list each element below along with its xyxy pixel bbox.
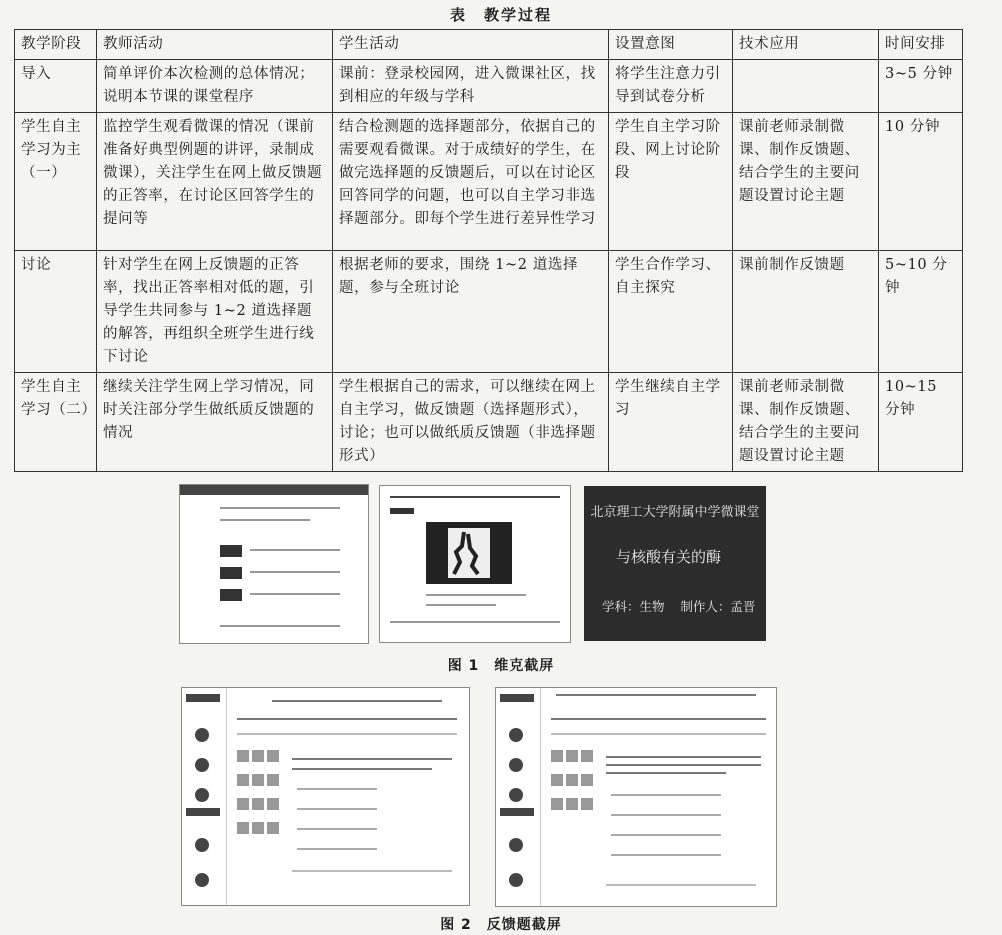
header-cell: 时间安排: [879, 30, 963, 60]
slide-title: 北京理工大学附属中学微课堂: [590, 505, 760, 520]
intent-cell: 学生合作学习、自主探究: [609, 251, 733, 373]
stage-cell: 讨论: [15, 251, 97, 373]
student-avatar: [581, 774, 593, 786]
option-line: [297, 848, 377, 850]
option-line: [297, 828, 377, 830]
weike-screenshot-player: [379, 485, 571, 643]
breadcrumb-line: [237, 733, 457, 735]
time-cell: 3~5 分钟: [879, 60, 963, 113]
result-line: [606, 884, 756, 886]
nav-icon: [509, 758, 523, 772]
stage-cell: 学生自主学习（二）: [15, 373, 97, 472]
option-line: [611, 834, 721, 836]
side-nav-tag: [500, 808, 534, 816]
header-cell: 设置意图: [609, 30, 733, 60]
header-cell: 技术应用: [733, 30, 879, 60]
question-line: [606, 764, 761, 766]
teacher-activity-cell: 监控学生观看微课的情况（课前准备好典型例题的讲评，录制成微课），关注学生在网上做反馈题的正答率，在讨论区回答学生的提问等: [97, 113, 333, 251]
table-row: [15, 60, 963, 113]
student-avatar: [267, 822, 279, 834]
table-row: [15, 373, 963, 472]
feedback-screenshot-2: [495, 687, 777, 907]
table-row: [15, 113, 963, 251]
video-frame: [426, 522, 512, 584]
student-activity-cell: 课前：登录校园网，进入微课社区，找到相应的年级与学科: [333, 60, 609, 113]
question-line: [606, 756, 761, 758]
side-nav: [182, 688, 227, 905]
student-avatar: [566, 774, 578, 786]
student-avatar: [252, 774, 264, 786]
slide-author: 制作人：孟晋: [680, 599, 756, 614]
nav-bar-line: [220, 507, 340, 509]
intent-cell: 将学生注意力引导到试卷分析: [609, 60, 733, 113]
nav-icon: [195, 838, 209, 852]
molecule-diagram-icon: [426, 522, 512, 584]
slide-subject: 学科：生物: [602, 599, 665, 614]
option-line: [611, 854, 721, 856]
text-line: [250, 549, 340, 551]
student-activity-cell: 根据老师的要求，围绕 1~2 道选择题，参与全班讨论: [333, 251, 609, 373]
student-avatar: [237, 750, 249, 762]
teacher-activity-cell: 简单评价本次检测的总体情况；说明本节课的课堂程序: [97, 60, 333, 113]
student-avatar: [551, 750, 563, 762]
side-nav-tag: [186, 808, 220, 816]
tech-cell: 课前老师录制微课、制作反馈题、结合学生的主要问题设置讨论主题: [733, 113, 879, 251]
toolbar-line: [272, 700, 442, 702]
time-cell: 10 分钟: [879, 113, 963, 251]
tab-line: [551, 718, 766, 720]
tech-cell: 课前老师录制微课、制作反馈题、结合学生的主要问题设置讨论主题: [733, 373, 879, 472]
slide-topic: 与核酸有关的酶: [616, 548, 722, 566]
tab-line: [237, 718, 457, 720]
nav-icon: [195, 873, 209, 887]
option-line: [611, 794, 721, 796]
table-title: 表 教学过程: [449, 6, 552, 24]
slide-meta: [602, 597, 755, 615]
student-avatar: [566, 798, 578, 810]
student-avatar: [267, 798, 279, 810]
text-line: [250, 571, 340, 573]
student-avatar: [267, 774, 279, 786]
student-avatar: [581, 798, 593, 810]
student-avatar: [551, 798, 563, 810]
footer-line: [390, 621, 560, 623]
teaching-process-table: [14, 29, 963, 472]
figure2-caption: 图 2 反馈题截屏: [440, 917, 562, 933]
side-nav-tag: [186, 694, 220, 702]
option-line: [611, 814, 721, 816]
breadcrumb-line: [551, 733, 766, 735]
nav-icon: [195, 758, 209, 772]
nav-icon: [195, 728, 209, 742]
option-line: [297, 788, 377, 790]
nav-icon: [509, 873, 523, 887]
menu-button: [390, 508, 414, 514]
student-avatar: [581, 750, 593, 762]
tech-cell: 课前制作反馈题: [733, 251, 879, 373]
weike-title-slide: [584, 486, 766, 641]
text-line: [250, 593, 340, 595]
header-cell: 学生活动: [333, 30, 609, 60]
option-line: [297, 808, 377, 810]
time-cell: 10~15 分钟: [879, 373, 963, 472]
student-avatar: [267, 750, 279, 762]
nav-icon: [509, 788, 523, 802]
text-line: [220, 519, 310, 521]
question-line: [292, 758, 452, 760]
student-activity-cell: 结合检测题的选择题部分，依据自己的需要观看微课。对于成绩好的学生，在做完选择题的反馈题后，可以在讨论区回答同学的问题，也可以自主学习非选择题部分。即每个学生进行差异性学习: [333, 113, 609, 251]
result-line: [292, 870, 452, 872]
teacher-activity-cell: 继续关注学生网上学习情况，同时关注部分学生做纸质反馈题的情况: [97, 373, 333, 472]
nav-icon: [509, 728, 523, 742]
feedback-screenshot-1: [181, 687, 470, 906]
toolbar-line: [556, 694, 756, 696]
student-avatar: [551, 774, 563, 786]
student-avatar: [252, 822, 264, 834]
student-avatar: [566, 750, 578, 762]
student-avatar: [237, 822, 249, 834]
header-cell: 教学阶段: [15, 30, 97, 60]
student-avatar: [237, 774, 249, 786]
stage-cell: 导入: [15, 60, 97, 113]
video-thumbnail: [220, 545, 242, 557]
student-activity-cell: 学生根据自己的需求，可以继续在网上自主学习，做反馈题（选择题形式），讨论；也可以做纸质反馈题（非选择题形式）: [333, 373, 609, 472]
student-avatar: [252, 750, 264, 762]
stage-cell: 学生自主学习为主（一）: [15, 113, 97, 251]
video-thumbnail: [220, 567, 242, 579]
nav-icon: [509, 838, 523, 852]
text-line: [426, 594, 526, 596]
question-line: [292, 768, 432, 770]
weike-screenshot-portal: [179, 484, 369, 644]
text-line: [220, 625, 340, 627]
student-avatar: [237, 798, 249, 810]
browser-toolbar: [180, 485, 368, 495]
side-nav: [496, 688, 541, 906]
nav-icon: [195, 788, 209, 802]
header-cell: 教师活动: [97, 30, 333, 60]
video-thumbnail: [220, 589, 242, 601]
figure1-caption: 图 1 维克截屏: [447, 658, 555, 674]
text-line: [426, 604, 496, 606]
student-avatar: [252, 798, 264, 810]
tech-cell: [733, 60, 879, 113]
side-nav-tag: [500, 694, 534, 702]
table-row: [15, 251, 963, 373]
question-line: [606, 772, 726, 774]
intent-cell: 学生自主学习阶段、网上讨论阶段: [609, 113, 733, 251]
intent-cell: 学生继续自主学习: [609, 373, 733, 472]
teacher-activity-cell: 针对学生在网上反馈题的正答率，找出正答率相对低的题，引导学生共同参与 1~2 道选择题的解答，再组织全班学生进行线下讨论: [97, 251, 333, 373]
header-line: [390, 496, 560, 498]
table-header-row: [15, 30, 963, 60]
time-cell: 5~10 分钟: [879, 251, 963, 373]
